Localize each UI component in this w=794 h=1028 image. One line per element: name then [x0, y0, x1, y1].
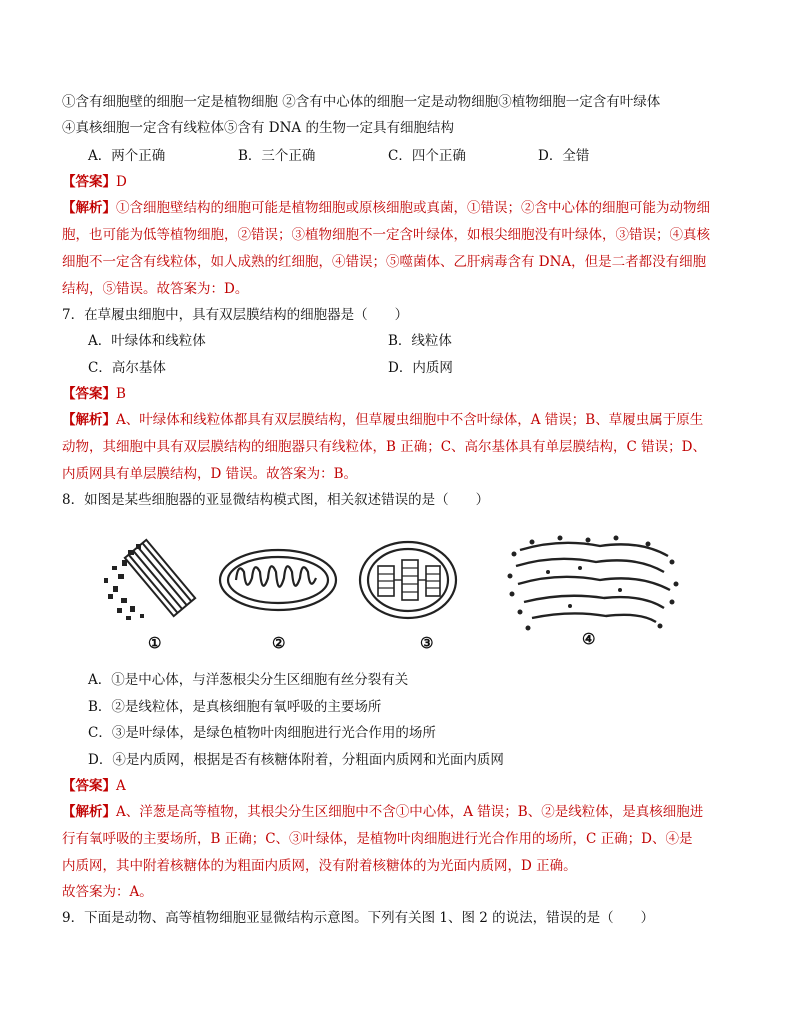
q8-question: 8．如图是某些细胞器的亚显微结构模式图，相关叙述错误的是（ ） — [62, 492, 490, 508]
q8-analysis-line2: 行有氧呼吸的主要场所，B 正确；C、③叶绿体，是植物叶肉细胞进行光合作用的场所，C 正确；D、④是 — [62, 831, 693, 847]
q7-analysis-line3: 内质网具有单层膜结构，D 错误。故答案为：B。 — [62, 466, 358, 482]
analysis-label: 【解析】 — [62, 412, 116, 428]
q6-answer — [62, 172, 127, 192]
endoplasmic-reticulum-diagram — [508, 536, 679, 631]
organelle-diagrams — [0, 528, 794, 658]
q6-option-c: C．四个正确 — [388, 148, 466, 164]
chloroplast-diagram — [360, 542, 456, 618]
answer-value: B — [116, 386, 126, 402]
q8-answer — [62, 776, 126, 796]
mitochondrion-diagram — [220, 550, 336, 610]
q7-option-d: D．内质网 — [388, 360, 453, 376]
q6-statements-line2: ④真核细胞一定含有线粒体⑤含有 DNA 的生物一定具有细胞结构 — [62, 120, 454, 136]
centriole-diagram — [104, 540, 195, 620]
q8-analysis-line3: 内质网，其中附着核糖体的为粗面内质网，没有附着核糖体的为光面内质网，D 正确。 — [62, 858, 577, 874]
q8-option-a: A．①是中心体，与洋葱根尖分生区细胞有丝分裂有关 — [88, 672, 409, 688]
answer-label: 【答案】 — [62, 386, 116, 402]
q6-analysis-line1 — [62, 198, 710, 218]
answer-label: 【答案】 — [62, 174, 116, 190]
q8-analysis-line1 — [62, 802, 703, 822]
q8-option-b: B．②是线粒体，是真核细胞有氧呼吸的主要场所 — [88, 699, 382, 715]
q6-analysis-line4: 结构，⑤错误。故答案为：D。 — [62, 281, 249, 297]
organelle-figure — [0, 528, 794, 658]
q8-analysis-line4: 故答案为：A。 — [62, 884, 153, 900]
q6-analysis-line2: 胞，也可能为低等植物细胞，②错误；③植物细胞不一定含叶绿体，如根尖细胞没有叶绿体，③错误；④真核 — [62, 227, 710, 243]
analysis-label: 【解析】 — [62, 804, 116, 820]
figure-label-4: ④ — [582, 630, 596, 648]
analysis-text: ①含细胞壁结构的细胞可能是植物细胞或原核细胞或真菌，①错误；②含中心体的细胞可能为动物细 — [116, 200, 710, 216]
q7-analysis-line1 — [62, 410, 703, 430]
q7-option-b: B．线粒体 — [388, 333, 452, 349]
q9-question: 9．下面是动物、高等植物细胞亚显微结构示意图。下列有关图 1、图 2 的说法，错误的是（ ） — [62, 910, 655, 926]
q7-question: 7．在草履虫细胞中，具有双层膜结构的细胞器是（ ） — [62, 307, 409, 323]
q6-statements-line1: ①含有细胞壁的细胞一定是植物细胞 ②含有中心体的细胞一定是动物细胞③植物细胞一定含有叶绿体 — [62, 94, 661, 110]
analysis-text: A、叶绿体和线粒体都具有双层膜结构，但草履虫细胞中不含叶绿体，A 错误；B、草履虫属于原生 — [116, 412, 704, 428]
q6-analysis-line3: 细胞不一定含有线粒体，如人成熟的红细胞，④错误；⑤噬菌体、乙肝病毒含有 DNA，但是二者都没有细胞 — [62, 254, 707, 270]
answer-label: 【答案】 — [62, 778, 116, 794]
q8-option-c: C．③是叶绿体，是绿色植物叶肉细胞进行光合作用的场所 — [88, 725, 436, 741]
figure-label-3: ③ — [420, 634, 434, 652]
q7-answer — [62, 384, 126, 404]
q7-option-c: C．高尔基体 — [88, 360, 166, 376]
q6-option-a: A．两个正确 — [88, 148, 166, 164]
analysis-label: 【解析】 — [62, 200, 116, 216]
answer-value: A — [116, 778, 126, 794]
q7-analysis-line2: 动物，其细胞中具有双层膜结构的细胞器只有线粒体，B 正确；C、高尔基体具有单层膜结构，C 错误；D、 — [62, 439, 706, 455]
analysis-text: A、洋葱是高等植物，其根尖分生区细胞中不含①中心体，A 错误；B、②是线粒体，是真核细胞进 — [116, 804, 704, 820]
q6-option-b: B．三个正确 — [238, 148, 316, 164]
figure-label-2: ② — [272, 634, 286, 652]
q6-option-d: D．全错 — [538, 148, 590, 164]
q8-option-d: D．④是内质网，根据是否有核糖体附着，分粗面内质网和光面内质网 — [88, 752, 504, 768]
q7-option-a: A．叶绿体和线粒体 — [88, 333, 206, 349]
figure-label-1: ① — [148, 634, 162, 652]
answer-value: D — [116, 174, 127, 190]
